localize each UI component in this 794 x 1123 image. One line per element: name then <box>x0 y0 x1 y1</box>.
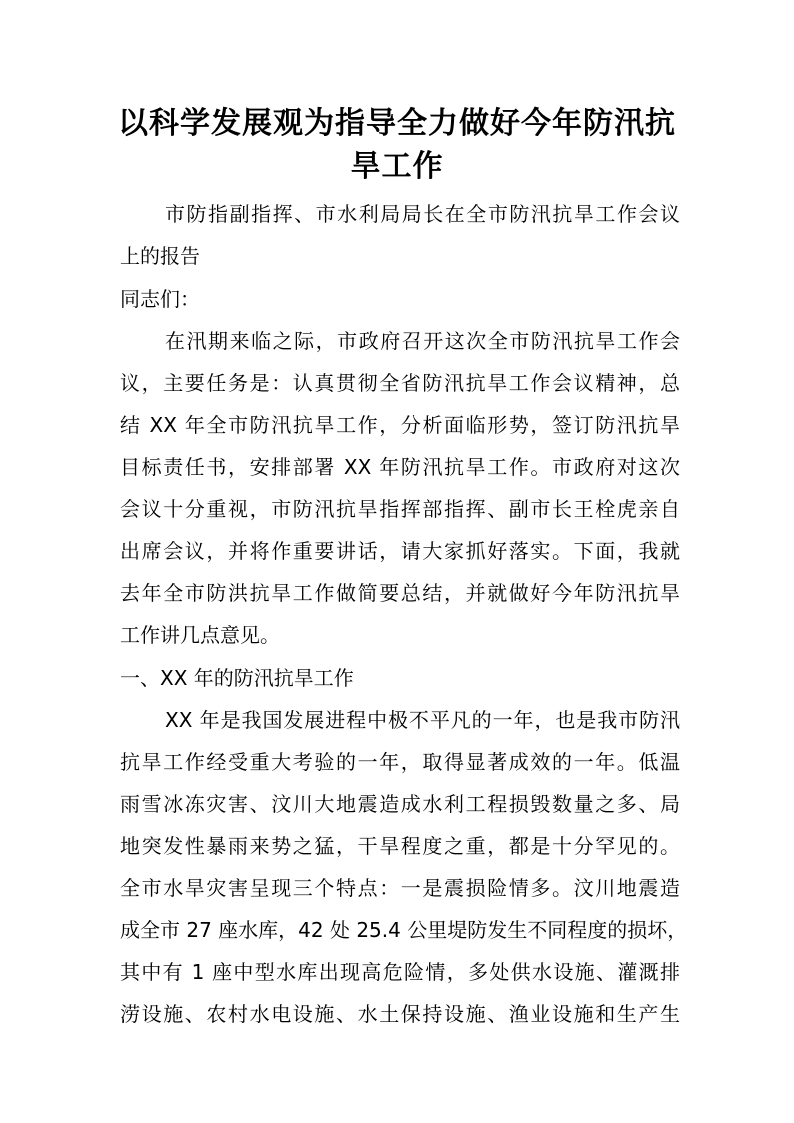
paragraph-line: 涝设施、农村水电设施、水土保持设施、渔业设施和生产生 <box>120 1002 680 1026</box>
document-title-line-2: 旱工作 <box>350 149 444 184</box>
paragraph-line: 会议十分重视，市防汛抗旱指挥部指挥、副市长王栓虎亲自 <box>120 497 680 521</box>
paragraph-line: 地突发性暴雨来势之猛，干旱程度之重，都是十分罕见的。 <box>120 834 680 858</box>
paragraph-line: 雨雪冰冻灾害、汶川大地震造成水利工程损毁数量之多、局 <box>120 792 680 816</box>
paragraph-line: 结 XX 年全市防汛抗旱工作，分析面临形势，签订防汛抗旱 <box>120 413 680 437</box>
document-title-line-1: 以科学发展观为指导全力做好今年防汛抗 <box>118 106 676 141</box>
paragraph-line: 在汛期来临之际，市政府召开这次全市防汛抗旱工作会 <box>165 329 680 353</box>
subtitle-line: 市防指副指挥、市水利局局长在全市防汛抗旱工作会议 <box>165 202 680 226</box>
paragraph-line: XX 年是我国发展进程中极不平凡的一年，也是我市防汛 <box>165 708 680 732</box>
subtitle-line: 上的报告 <box>120 244 200 268</box>
paragraph-line: 议，主要任务是：认真贯彻全省防汛抗旱工作会议精神，总 <box>120 371 680 395</box>
paragraph-line: 全市水旱灾害呈现三个特点：一是震损险情多。汶川地震造 <box>120 876 680 900</box>
paragraph-line: 工作讲几点意见。 <box>120 623 280 647</box>
paragraph-line: 去年全市防洪抗旱工作做简要总结，并就做好今年防汛抗旱 <box>120 581 680 605</box>
paragraph-line: 其中有 1 座中型水库出现高危险情，多处供水设施、灌溉排 <box>120 960 680 984</box>
paragraph-line: 目标责任书，安排部署 XX 年防汛抗旱工作。市政府对这次 <box>120 455 680 479</box>
paragraph-line: 抗旱工作经受重大考验的一年，取得显著成效的一年。低温 <box>120 750 680 774</box>
paragraph-line: 成全市 27 座水库，42 处 25.4 公里堤防发生不同程度的损坏， <box>120 918 688 942</box>
paragraph-line: 出席会议，并将作重要讲话，请大家抓好落实。下面，我就 <box>120 539 680 563</box>
salutation: 同志们： <box>120 287 200 311</box>
section-heading: 一、XX 年的防汛抗旱工作 <box>120 666 354 690</box>
